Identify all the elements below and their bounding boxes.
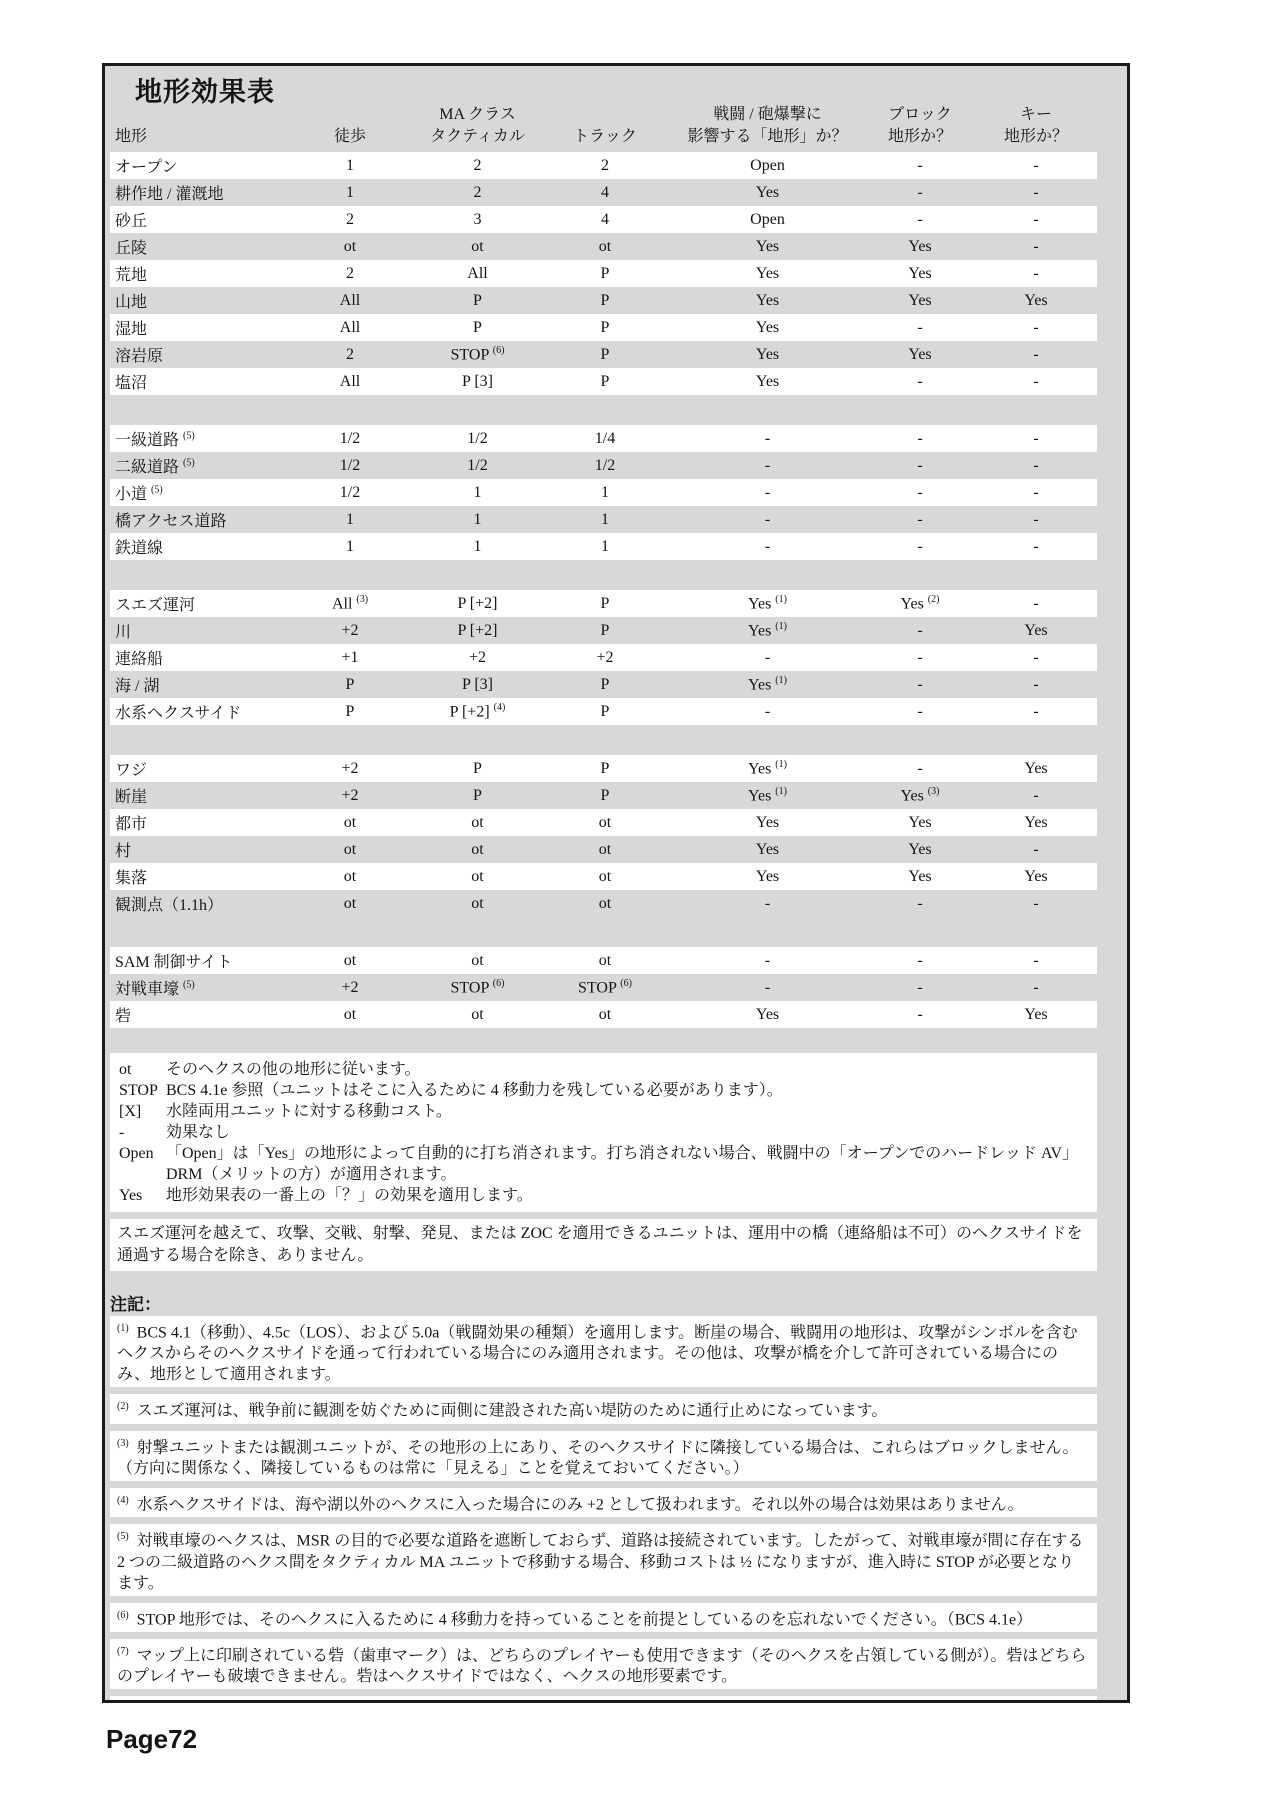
table-row — [110, 698, 1097, 725]
table-cell: P — [600, 264, 610, 282]
legend-key: ot — [119, 1061, 132, 1078]
table-cell: ot — [598, 951, 612, 969]
table-row — [110, 260, 1097, 287]
table-cell: 1/4 — [594, 429, 616, 447]
table-row — [110, 452, 1097, 479]
terrain-name: 水系ヘクスサイド — [115, 705, 242, 722]
legend-description: 「Open」は「Yes」の地形によって自動的に打ち消されます。打ち消されない場合、戦闘中の「オープンでのハードレッド AV」DRM（メリットの方）が適用されます。 — [166, 1145, 1079, 1183]
table-row — [110, 341, 1097, 368]
table-row — [110, 755, 1097, 782]
table-cell: 1/2 — [467, 429, 488, 447]
table-cell: ot — [598, 840, 612, 858]
table-cell: ot — [598, 1005, 612, 1023]
table-cell: - — [764, 537, 771, 555]
table-cell: Yes — [1024, 291, 1048, 309]
table-cell: 1 — [473, 510, 482, 528]
row-group — [110, 947, 1097, 1028]
table-cell: P [3] — [462, 675, 493, 693]
table-cell: Yes $^{(1)}$ — [748, 593, 787, 613]
table-cell: P [3] — [462, 372, 493, 390]
note-item: $^{(5)}$ 対戦車壕のヘクスは、MSR の目的で必要な道路を遮断しておらず、道路は接続されています。したがって、対戦車壕が間に存在する 2 つの二級道路のヘクス間をタクティカル MA ユニットで移動する場合、移動コストは ½ になりますが、進入時に STOP が必要となります。 — [110, 1524, 1097, 1595]
table-cell: - — [1033, 156, 1039, 174]
table-cell: All — [467, 264, 488, 282]
table-cell: 1/2 — [594, 456, 616, 474]
table-cell: 1/2 — [467, 456, 488, 474]
table-cell: +2 — [596, 648, 614, 666]
table-cell: ot — [471, 237, 484, 255]
table-cell: ot — [343, 840, 357, 858]
note-item: $^{(6)}$ STOP 地形では、そのヘクスに入るために 4 移動力を持っていることを前提としているのを忘れないでください。（BCS 4.1e） — [110, 1603, 1097, 1632]
table-cell: Yes — [755, 813, 780, 831]
table-cell: Yes — [755, 264, 780, 282]
table-cell: P — [600, 318, 610, 336]
table-cell: ot — [471, 867, 484, 885]
terrain-name: 湿地 — [115, 321, 148, 338]
table-cell: 1 — [601, 537, 609, 555]
terrain-name: 塩沼 — [115, 375, 148, 392]
table-row — [110, 233, 1097, 260]
legend-key: [X] — [119, 1103, 142, 1120]
table-cell: Yes — [1024, 759, 1048, 777]
table-cell: 1 — [601, 483, 609, 501]
table-row — [110, 617, 1097, 644]
table-cell: P — [345, 675, 355, 693]
table-cell: Yes — [908, 867, 932, 885]
table-cell: ot — [343, 867, 357, 885]
legend-item — [110, 1143, 1097, 1185]
row-group — [110, 152, 1097, 395]
table-cell: STOP $^{(6)}$ — [450, 344, 505, 364]
terrain-name: 断崖 — [115, 789, 148, 806]
table-cell: Yes $^{(1)}$ — [748, 758, 787, 778]
table-cell: 2 — [473, 156, 482, 174]
table-cell: Yes — [755, 867, 780, 885]
legend-description: そのヘクスの他の地形に従います。 — [166, 1061, 421, 1078]
table-cell: - — [917, 183, 923, 201]
column-header-foot: 徒歩 — [333, 128, 366, 145]
notes-heading: 注記： — [110, 1295, 161, 1314]
row-group — [110, 755, 1097, 917]
terrain-name: 海 / 湖 — [115, 678, 160, 695]
table-cell: P — [473, 786, 482, 804]
table-cell: P — [600, 759, 610, 777]
table-cell: All — [339, 318, 361, 336]
terrain-name: 都市 — [115, 816, 148, 833]
table-cell: - — [1033, 978, 1039, 996]
legend-key: STOP — [119, 1082, 158, 1099]
table-cell: - — [917, 456, 923, 474]
table-cell: 2 — [346, 264, 354, 282]
table-cell: 1 — [473, 537, 482, 555]
table-cell: - — [764, 702, 771, 720]
terrain-name: 鉄道線 — [115, 540, 164, 557]
column-header-block-terrain: ブロック 地形か？ — [887, 106, 952, 145]
table-cell: 3 — [473, 210, 482, 228]
note-item: $^{(1)}$ BCS 4.1（移動）、4.5c（LOS）、および 5.0a（戦闘効果の種類）を適用します。断崖の場合、戦闘用の地形は、攻撃がシンボルを含むヘクスからそのヘクスサイドを通って行われている場合にのみ適用されます。その他は、攻撃が橋を介して許可されている場合にのみ、地形として適用されます。 — [110, 1316, 1097, 1387]
table-cell: P — [600, 621, 610, 639]
table-body — [110, 152, 1097, 1058]
table-row — [110, 836, 1097, 863]
table-cell: Yes — [755, 318, 780, 336]
table-header — [110, 102, 1097, 148]
terrain-name: 山地 — [115, 294, 148, 311]
terrain-name: スエズ運河 — [115, 597, 196, 614]
table-cell: ot — [343, 951, 357, 969]
table-cell: 1 — [346, 510, 354, 528]
table-cell: Yes — [1024, 621, 1048, 639]
table-cell: +2 — [341, 978, 359, 996]
table-cell: - — [1033, 483, 1039, 501]
table-cell: Open — [750, 210, 785, 228]
table-cell: - — [764, 456, 771, 474]
table-cell: +2 — [341, 759, 359, 777]
table-cell: P — [345, 702, 355, 720]
table-cell: - — [1033, 840, 1039, 858]
table-cell: P — [473, 759, 482, 777]
terrain-name: 砦 — [115, 1008, 132, 1025]
canal-note: スエズ運河を越えて、攻撃、交戦、射撃、発見、または ZOC を適用できるユニットは、運用中の橋（連絡船は不可）のヘクスサイドを通過する場合を除き、ありません。 — [110, 1219, 1097, 1271]
table-cell: P [+2] — [457, 594, 498, 612]
terrain-name: 二級道路 $^{(5)}$ — [115, 457, 195, 476]
table-cell: 1/2 — [339, 483, 361, 501]
table-cell: - — [917, 483, 923, 501]
legend — [110, 1053, 1097, 1212]
table-cell: ot — [471, 813, 484, 831]
table-cell: Open — [750, 156, 785, 174]
table-cell: - — [1033, 648, 1039, 666]
table-cell: Yes $^{(1)}$ — [748, 620, 787, 640]
table-cell: ot — [598, 813, 612, 831]
note-item — [110, 1696, 1097, 1703]
table-cell: STOP $^{(6)}$ — [578, 977, 632, 997]
table-cell: Yes — [908, 840, 932, 858]
terrain-name: 溶岩原 — [115, 348, 164, 365]
table-cell: - — [917, 759, 923, 777]
legend-item — [110, 1101, 1097, 1122]
terrain-name: 丘陵 — [115, 240, 148, 257]
table-row — [110, 974, 1097, 1001]
table-cell: 2 — [601, 156, 609, 174]
table-cell: 4 — [601, 183, 609, 201]
table-cell: Yes $^{(2)}$ — [900, 593, 940, 613]
notes-list — [110, 1316, 1097, 1703]
table-cell: - — [917, 702, 923, 720]
table-cell: - — [1033, 237, 1039, 255]
table-row — [110, 179, 1097, 206]
table-cell: - — [764, 510, 771, 528]
table-row — [110, 425, 1097, 452]
table-cell: - — [917, 372, 923, 390]
row-group — [110, 590, 1097, 725]
table-cell: - — [1033, 429, 1039, 447]
table-row — [110, 314, 1097, 341]
table-cell: P — [600, 372, 610, 390]
table-cell: 2 — [473, 183, 482, 201]
table-cell: - — [917, 648, 923, 666]
table-cell: 1 — [346, 183, 354, 201]
legend-item — [110, 1185, 1097, 1206]
legend-item — [110, 1122, 1097, 1143]
table-cell: - — [917, 675, 923, 693]
table-row — [110, 644, 1097, 671]
terrain-name: 荒地 — [115, 267, 148, 284]
table-cell: ot — [343, 894, 357, 912]
table-row — [110, 863, 1097, 890]
table-cell: - — [764, 951, 771, 969]
table-row — [110, 533, 1097, 560]
column-header-ma-tactical: MA クラス タクティカル — [430, 106, 525, 145]
table-cell: Yes — [755, 1005, 780, 1023]
table-cell: ot — [598, 237, 612, 255]
table-cell: Yes — [755, 372, 780, 390]
table-cell: - — [917, 156, 923, 174]
terrain-effects-panel — [102, 63, 1130, 1703]
table-cell: Yes — [908, 345, 932, 363]
table-cell: 1 — [346, 156, 354, 174]
table-cell: - — [1033, 510, 1039, 528]
column-header-truck: トラック — [573, 128, 637, 145]
table-cell: Yes — [1024, 867, 1048, 885]
table-cell: ot — [471, 951, 484, 969]
table-cell: - — [917, 429, 923, 447]
row-group — [110, 425, 1097, 560]
table-row — [110, 368, 1097, 395]
table-cell: - — [1033, 594, 1039, 612]
table-cell: P — [600, 786, 610, 804]
terrain-name: 連絡船 — [115, 651, 164, 668]
table-cell: - — [1033, 456, 1039, 474]
terrain-name: 橋アクセス道路 — [115, 513, 227, 530]
table-cell: - — [764, 483, 771, 501]
legend-description: 効果なし — [166, 1124, 231, 1141]
table-row — [110, 479, 1097, 506]
table-cell: - — [917, 978, 923, 996]
table-row — [110, 890, 1097, 917]
page-title: 地形効果表 — [135, 77, 275, 107]
table-row — [110, 206, 1097, 233]
table-cell: 1/2 — [339, 429, 361, 447]
terrain-name: 耕作地 / 灌漑地 — [115, 186, 224, 203]
table-cell: - — [1033, 372, 1039, 390]
table-cell: 1 — [346, 537, 354, 555]
legend-key: Yes — [119, 1187, 143, 1204]
table-cell: - — [1033, 264, 1039, 282]
terrain-name: 集落 — [115, 870, 148, 887]
terrain-name: ワジ — [115, 762, 148, 779]
table-cell: Yes $^{(1)}$ — [748, 785, 787, 805]
table-cell: Yes $^{(1)}$ — [748, 674, 787, 694]
table-cell: P — [600, 594, 610, 612]
terrain-name: オープン — [115, 159, 178, 176]
table-cell: Yes — [755, 183, 780, 201]
table-cell: - — [917, 537, 923, 555]
table-cell: P — [473, 291, 482, 309]
table-cell: +2 — [341, 786, 359, 804]
table-cell: - — [1033, 537, 1039, 555]
table-row — [110, 809, 1097, 836]
table-cell: P [+2] — [457, 621, 498, 639]
table-cell: - — [917, 621, 923, 639]
table-cell: Yes — [755, 237, 780, 255]
table-cell: +1 — [341, 648, 359, 666]
note-item: $^{(2)}$ スエズ運河は、戦争前に観測を妨ぐために両側に建設された高い堤防のために通行止めになっています。 — [110, 1394, 1097, 1423]
legend-description: 水陸両用ユニットに対する移動コスト。 — [166, 1103, 452, 1120]
table-cell: STOP $^{(6)}$ — [450, 977, 505, 997]
table-cell: Yes $^{(3)}$ — [900, 785, 940, 805]
legend-item — [110, 1059, 1097, 1080]
legend-item — [110, 1080, 1097, 1101]
table-cell: - — [917, 318, 923, 336]
table-cell: - — [1033, 183, 1039, 201]
table-cell: 1/2 — [339, 456, 361, 474]
terrain-name: 小道 $^{(5)}$ — [115, 484, 163, 503]
table-row — [110, 287, 1097, 314]
terrain-name: 砂丘 — [115, 213, 148, 230]
column-header-key-terrain: キー 地形か？ — [1003, 106, 1068, 145]
table-cell: 4 — [601, 210, 609, 228]
table-cell: All — [339, 291, 361, 309]
footer-page-number: Page72 — [106, 1724, 198, 1754]
table-cell: - — [1033, 318, 1039, 336]
table-cell: ot — [471, 840, 484, 858]
table-cell: ot — [598, 867, 612, 885]
table-cell: ot — [471, 894, 484, 912]
table-cell: Yes — [1024, 813, 1048, 831]
table-cell: - — [764, 894, 771, 912]
note-item: $^{(7)}$ マップ上に印刷されている砦（歯車マーク）は、どちらのプレイヤーも使用できます（そのヘクスを占領している側が）。砦はどちらのプレイヤーも破壊できません。砦はヘクスサイドではなく、ヘクスの地形要素です。 — [110, 1639, 1097, 1689]
table-row — [110, 152, 1097, 179]
table-cell: Yes — [755, 840, 780, 858]
table-cell: - — [917, 210, 923, 228]
table-cell: - — [917, 1005, 923, 1023]
legend-key: - — [119, 1124, 125, 1141]
table-cell: 1 — [601, 510, 609, 528]
table-cell: ot — [343, 1005, 357, 1023]
table-cell: ot — [471, 1005, 484, 1023]
table-cell: Yes — [908, 813, 932, 831]
table-cell: Yes — [908, 264, 932, 282]
table-cell: P — [600, 291, 610, 309]
table-cell: All — [339, 372, 361, 390]
table-cell: - — [764, 978, 771, 996]
table-cell: - — [917, 510, 923, 528]
terrain-name: 一級道路 $^{(5)}$ — [115, 430, 195, 449]
legend-description: 地形効果表の一番上の「？」の効果を適用します。 — [166, 1187, 533, 1204]
table-cell: - — [1033, 675, 1039, 693]
table-cell: 2 — [346, 345, 354, 363]
table-row — [110, 506, 1097, 533]
column-header-combat-terrain: 戦闘 / 砲爆撃に 影響する「地形」か？ — [687, 106, 848, 145]
table-cell: +2 — [341, 621, 359, 639]
table-cell: - — [917, 951, 923, 969]
table-row — [110, 1001, 1097, 1028]
table-cell: ot — [343, 813, 357, 831]
table-cell: - — [1033, 894, 1039, 912]
table-cell: +2 — [468, 648, 487, 666]
table-cell: Yes — [755, 291, 780, 309]
terrain-name: 村 — [115, 843, 132, 860]
table-cell: All $^{(3)}$ — [331, 593, 369, 613]
table-row — [110, 671, 1097, 698]
table-cell: P — [600, 675, 610, 693]
table-cell: P [+2] $^{(4)}$ — [449, 701, 506, 721]
column-header-terrain: 地形 — [115, 128, 148, 145]
table-cell: Yes — [908, 291, 932, 309]
table-cell: P — [473, 318, 482, 336]
note-item: $^{(4)}$ 水系ヘクスサイドは、海や湖以外のヘクスに入った場合にのみ +2 として扱われます。それ以外の場合は効果はありません。 — [110, 1488, 1097, 1517]
table-cell: Yes — [1024, 1005, 1048, 1023]
table-cell: - — [764, 648, 771, 666]
table-cell: ot — [598, 894, 612, 912]
table-cell: 1 — [473, 483, 482, 501]
table-cell: Yes — [755, 345, 780, 363]
table-row — [110, 947, 1097, 974]
table-cell: - — [1033, 210, 1039, 228]
legend-description: BCS 4.1e 参照（ユニットはそこに入るために 4 移動力を残している必要があります）。 — [166, 1082, 783, 1099]
table-cell: - — [1033, 702, 1039, 720]
table-cell: 2 — [346, 210, 354, 228]
legend-key: Open — [119, 1145, 154, 1162]
table-row — [110, 590, 1097, 617]
table-cell: - — [917, 894, 923, 912]
table-cell: - — [764, 429, 771, 447]
note-item: $^{(3)}$ 射撃ユニットまたは観測ユニットが、その地形の上にあり、そのヘクスサイドに隣接している場合は、これらはブロックしません。（方向に関係なく、隣接しているものは常に「見える」ことを覚えておいてください。） — [110, 1431, 1097, 1481]
table-cell: P — [600, 702, 610, 720]
terrain-name: 川 — [115, 624, 132, 641]
terrain-name: 観測点（1.1h） — [115, 897, 224, 914]
table-cell: - — [1033, 951, 1039, 969]
table-cell: Yes — [908, 237, 932, 255]
terrain-name: 対戦車壕 $^{(5)}$ — [115, 979, 195, 998]
table-cell: - — [1033, 345, 1039, 363]
table-row — [110, 782, 1097, 809]
table-cell: P — [600, 345, 610, 363]
table-cell: ot — [343, 237, 357, 255]
table-cell: - — [1033, 786, 1039, 804]
terrain-name: SAM 制御サイト — [115, 954, 233, 971]
